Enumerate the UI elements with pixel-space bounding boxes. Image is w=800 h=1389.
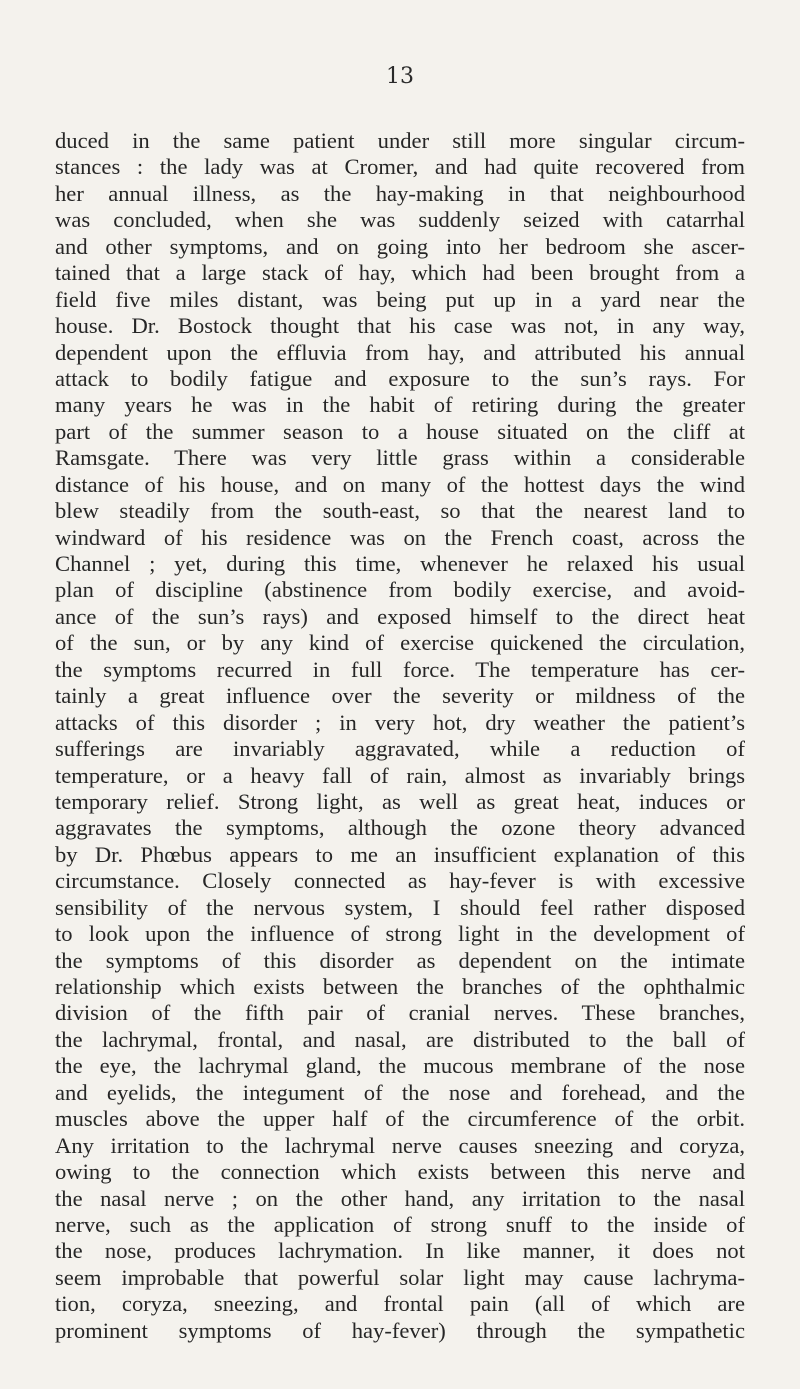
text-line: temporary relief. Strong light, as well as great heat, induces or — [55, 788, 745, 814]
text-line: division of the fifth pair of cranial nerves. These branches, — [55, 1000, 745, 1026]
text-line: the nasal nerve ; on the other hand, any irritation to the nasal — [55, 1185, 745, 1211]
text-line: the symptoms recurred in full force. The temperature has cer- — [55, 656, 745, 682]
text-line: stances : the lady was at Cromer, and had quite recovered from — [55, 154, 745, 180]
text-line: ance of the sun’s rays) and exposed himself to the direct heat — [55, 603, 745, 629]
text-line: seem improbable that powerful solar light may cause lachryma- — [55, 1264, 745, 1290]
text-line: was concluded, when she was suddenly seized with catarrhal — [55, 207, 745, 233]
text-line: and other symptoms, and on going into her bedroom she ascer- — [55, 233, 745, 259]
text-line: the lachrymal, frontal, and nasal, are distributed to the ball of — [55, 1026, 745, 1052]
text-line: Ramsgate. There was very little grass within a considerable — [55, 445, 745, 471]
text-line: attack to bodily fatigue and exposure to the sun’s rays. For — [55, 365, 745, 391]
text-line: aggravates the symptoms, although the ozone theory advanced — [55, 815, 745, 841]
text-line: sufferings are invariably aggravated, while a reduction of — [55, 736, 745, 762]
text-line: owing to the connection which exists between this nerve and — [55, 1159, 745, 1185]
text-line: Channel ; yet, during this time, whenever he relaxed his usual — [55, 551, 745, 576]
text-line: nerve, such as the application of strong snuff to the inside of — [55, 1211, 745, 1237]
text-line: circumstance. Closely connected as hay-fever is with excessive — [55, 868, 745, 894]
text-line: and eyelids, the integument of the nose and forehead, and the — [55, 1079, 745, 1105]
text-line: house. Dr. Bostock thought that his case was not, in any way, — [55, 313, 745, 339]
text-line: the nose, produces lachrymation. In like manner, it does not — [55, 1238, 745, 1264]
text-line: the symptoms of this disorder as dependent on the intimate — [55, 947, 745, 973]
text-line: windward of his residence was on the French coast, across the — [55, 524, 745, 550]
text-line: the eye, the lachrymal gland, the mucous membrane of the nose — [55, 1053, 745, 1079]
text-line: to look upon the influence of strong light in the development of — [55, 921, 745, 947]
text-line: tainly a great influence over the severity or mildness of the — [55, 683, 745, 709]
text-line: temperature, or a heavy fall of rain, almost as invariably brings — [55, 762, 745, 788]
body-text — [55, 128, 745, 1344]
text-line: by Dr. Phœbus appears to me an insufficient explanation of this — [55, 841, 745, 867]
text-line: field five miles distant, was being put up in a yard near the — [55, 286, 745, 312]
text-line: sensibility of the nervous system, I should feel rather disposed — [55, 894, 745, 920]
text-line: tion, coryza, sneezing, and frontal pain (all of which are — [55, 1291, 745, 1317]
text-line: relationship which exists between the branches of the ophthalmic — [55, 974, 745, 999]
page-number: 13 — [386, 64, 414, 89]
text-line: attacks of this disorder ; in very hot, dry weather the patient’s — [55, 709, 745, 735]
text-line: plan of discipline (abstinence from bodily exercise, and avoid- — [55, 577, 745, 603]
text-line: Any irritation to the lachrymal nerve causes sneezing and coryza, — [55, 1132, 745, 1158]
text-line: many years he was in the habit of retiring during the greater — [55, 392, 745, 418]
text-line: blew steadily from the south-east, so that the nearest land to — [55, 498, 745, 524]
text-line: prominent symptoms of hay-fever) through the sympathetic — [55, 1317, 745, 1343]
text-line: of the sun, or by any kind of exercise quickened the circulation, — [55, 630, 745, 656]
text-line: tained that a large stack of hay, which had been brought from a — [55, 260, 745, 286]
text-line: duced in the same patient under still more singular circum- — [55, 128, 745, 153]
text-line: distance of his house, and on many of the hottest days the wind — [55, 471, 745, 497]
text-line: muscles above the upper half of the circumference of the orbit. — [55, 1106, 745, 1132]
text-line: dependent upon the effluvia from hay, and attributed his annual — [55, 339, 745, 365]
text-line: part of the summer season to a house situated on the cliff at — [55, 418, 745, 444]
text-line: her annual illness, as the hay-making in that neighbourhood — [55, 180, 745, 206]
